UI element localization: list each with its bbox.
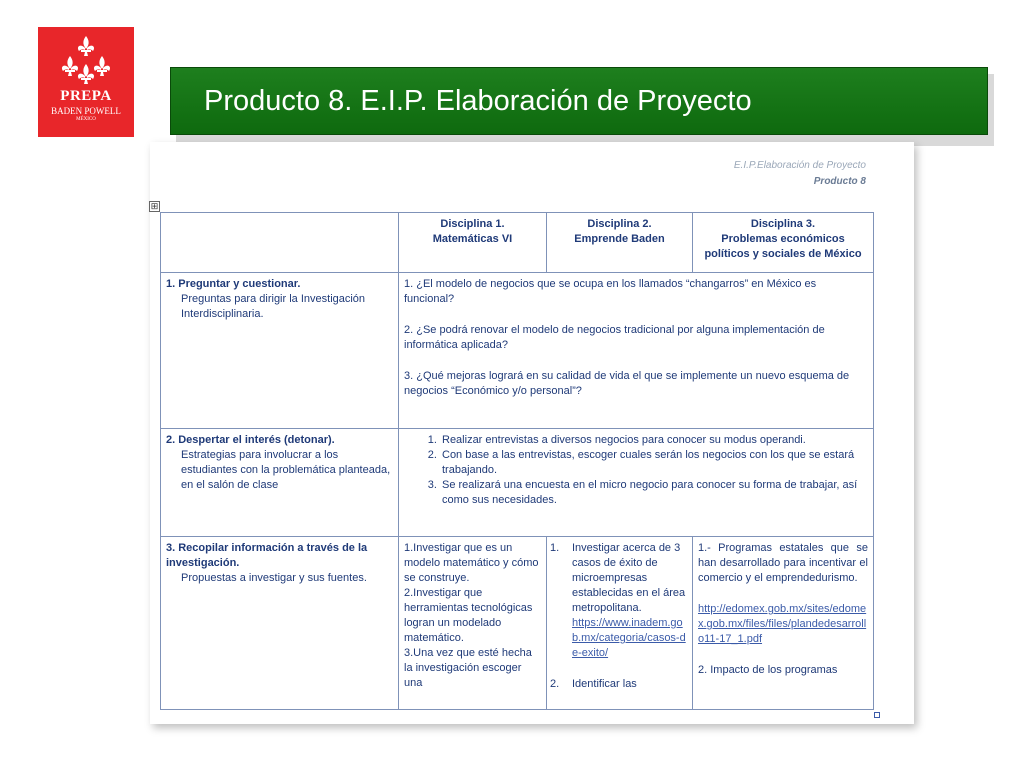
list-item: 1. Realizar entrevistas a diversos negocios para conocer su modus operandi. [440, 433, 868, 448]
discipline-3-cell [693, 537, 874, 710]
logo-brand: PREPA [60, 88, 112, 104]
slide-title: Producto 8. E.I.P. Elaboración de Proyecto [204, 85, 752, 117]
row-content-cell [399, 273, 874, 429]
edomex-link[interactable]: http://edomex.gob.mx/sites/edomex.gob.mx/files/files/plandedesarrollo11-17_1.pdf [698, 603, 867, 645]
column-header-discipline-2: Disciplina 2. Emprende Baden [547, 213, 693, 273]
list-item: 2. Con base a las entrevistas, escoger cuales serán los negocios con los que se estará trabajando. [440, 448, 868, 478]
row-subtitle: Propuestas a investigar y sus fuentes. [181, 572, 367, 584]
column-header-discipline-3: Disciplina 3. Problemas económicos políticos y sociales de México [693, 213, 874, 273]
research-item: 2. Impacto de los programas [698, 664, 838, 676]
project-table [160, 212, 874, 710]
research-item: 2.Investigar que herramientas tecnológicas logran un modelado matemático. [404, 587, 533, 644]
prepa-baden-powell-logo [38, 27, 134, 137]
discipline-1-cell [399, 537, 547, 710]
row-label-cell [161, 537, 399, 710]
table-row [161, 273, 874, 429]
row-label-cell [161, 429, 399, 537]
list-item: 3. Se realizará una encuesta en el micro negocio para conocer su forma de trabajar, así como sus necesidades. [440, 478, 868, 508]
table-row [161, 429, 874, 537]
research-item: Investigar acerca de 3 casos de éxito de microempresas establecidas en el área metropolitana. [572, 542, 686, 614]
discipline-2-cell [547, 537, 693, 710]
strategy-list [404, 433, 868, 508]
question-text: 1. ¿El modelo de negocios que se ocupa en los llamados “changarros” en México es funcional? [404, 278, 817, 305]
row-content-cell [399, 429, 874, 537]
research-item: 3.Una vez que esté hecha la investigación escoger una [404, 647, 532, 689]
research-item: Identificar las [572, 678, 637, 690]
row-title: 3. Recopilar información a través de la investigación. [166, 542, 368, 569]
document-header-title: E.I.P.Elaboración de Proyecto [733, 160, 866, 171]
numbered-list: 1. Investigar acerca de 3 casos de éxito de microempresas establecidas en el área metropolitana. https://www.inadem.gob.mx/categoria/casos-de-exito/ 2. Identificar las [550, 542, 686, 690]
logo-subtitle: BADEN POWELL [51, 106, 121, 116]
title-bar [170, 67, 988, 135]
row-title: 2. Despertar el interés (detonar). [166, 434, 335, 446]
document-header [734, 158, 866, 190]
table-move-handle-icon[interactable]: ⊞ [150, 201, 159, 211]
table-header-row [161, 213, 874, 273]
row-label-cell [161, 273, 399, 429]
row-subtitle: Estrategias para involucrar a los estudiantes con la problemática planteada, en el salón de clase [181, 449, 391, 491]
document-image [150, 142, 914, 724]
document-header-product: Producto 8 [813, 176, 866, 187]
column-header-discipline-1: Disciplina 1. Matemáticas VI [399, 213, 547, 273]
header-empty-cell [161, 213, 399, 273]
research-item: 1.- Programas estatales que se han desarrollado para incentivar el comercio y el emprendedurismo. [698, 542, 868, 584]
row-title: 1. Preguntar y cuestionar. [166, 278, 301, 290]
row-subtitle: Preguntas para dirigir la Investigación Interdisciplinaria. [181, 293, 366, 320]
question-text: 3. ¿Qué mejoras logrará en su calidad de vida el que se implemente un nuevo esquema de negocios “Económico y/o personal”? [404, 370, 850, 397]
logo-country: MÉXICO [76, 117, 96, 122]
fleur-de-lis-icon [56, 35, 116, 87]
inadem-link[interactable]: https://www.inadem.gob.mx/categoria/casos-de-exito/ [572, 617, 686, 659]
table-row [161, 537, 874, 710]
table-resize-handle[interactable] [874, 712, 880, 718]
question-text: 2. ¿Se podrá renovar el modelo de negocios tradicional por alguna implementación de informática aplicada? [404, 324, 825, 351]
research-item: 1.Investigar que es un modelo matemático y cómo se construye. [404, 542, 539, 584]
